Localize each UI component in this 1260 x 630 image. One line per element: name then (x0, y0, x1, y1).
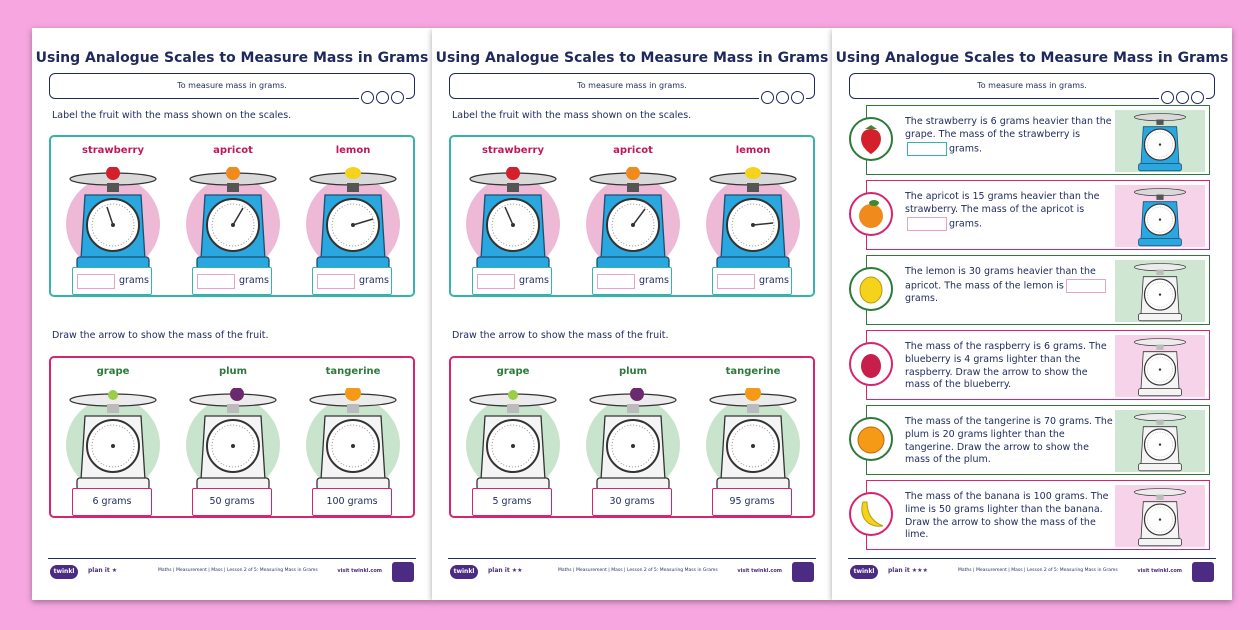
scale-icon (187, 388, 279, 492)
instruction-label: Label the fruit with the mass shown on the scales. (452, 110, 692, 121)
twinkl-logo: twinkl (850, 565, 878, 579)
fruit-label: lemon (735, 145, 771, 156)
plan-it-level: plan it ★★★ (888, 567, 928, 574)
problem-row: The strawberry is 6 grams heavier than the grape. The mass of the strawberry isgrams. (866, 105, 1210, 175)
label-panel (449, 135, 815, 297)
mass-input[interactable] (317, 274, 355, 289)
twinkl-logo: twinkl (50, 565, 78, 579)
strawberry-icon (849, 117, 893, 161)
fruit-label: grape (96, 366, 130, 377)
apricot-icon (849, 192, 893, 236)
footer (448, 558, 816, 584)
mass-input[interactable] (1066, 279, 1106, 293)
breadcrumb: Maths | Measurement | Mass | Lesson 2 of 5: Measuring Mass in Grams (558, 568, 718, 573)
objective-text: To measure mass in grams. (177, 81, 287, 90)
scale-icon (1115, 335, 1205, 397)
tangerine-icon (849, 417, 893, 461)
scale-item-apricot (173, 137, 293, 295)
visit-link[interactable]: visit twinkl.com (337, 568, 382, 574)
objective-text: To measure mass in grams. (577, 81, 687, 90)
mass-input[interactable] (717, 274, 755, 289)
scale-icon (1115, 485, 1205, 547)
breadcrumb: Maths | Measurement | Mass | Lesson 2 of 5: Measuring Mass in Grams (158, 568, 318, 573)
scale-item-plum (573, 358, 693, 516)
grape-icon (108, 390, 118, 400)
worksheet-3 (832, 28, 1232, 600)
scale-item-tangerine (693, 358, 813, 516)
problem-row: The mass of the banana is 100 grams. The lime is 50 grams lighter than the banana. Draw the arrow to show the mass of the lime. (866, 480, 1210, 550)
twinkl-logo: twinkl (450, 565, 478, 579)
scale-icon (1115, 260, 1205, 322)
worksheet-2 (432, 28, 832, 600)
scale-icon (307, 388, 399, 492)
objective-box (849, 73, 1215, 99)
mass-label: 30 grams (592, 488, 672, 516)
fruit-label: plum (218, 366, 248, 377)
scale-icon (587, 388, 679, 492)
scale-icon (1115, 410, 1205, 472)
progress-circles (1159, 91, 1206, 104)
instruction-draw: Draw the arrow to show the mass of the fruit. (52, 330, 269, 341)
page-title: Using Analogue Scales to Measure Mass in Grams (435, 50, 829, 66)
fruit-label: tangerine (325, 366, 381, 377)
scale-icon (707, 167, 799, 271)
scale-icon (467, 388, 559, 492)
banana-icon (849, 492, 893, 536)
mass-label: 6 grams (72, 488, 152, 516)
scale-item-apricot (573, 137, 693, 295)
lemon-icon (849, 267, 893, 311)
grape-icon (508, 390, 518, 400)
mass-input[interactable] (907, 142, 947, 156)
badge-icon (392, 562, 414, 582)
raspberry-icon (849, 342, 893, 386)
fruit-label: grape (496, 366, 530, 377)
scale-item-strawberry (53, 137, 173, 295)
problem-row: The apricot is 15 grams heavier than the strawberry. The mass of the apricot isgrams. (866, 180, 1210, 250)
lemon-icon (345, 167, 361, 179)
scale-icon (67, 167, 159, 271)
lemon-icon (745, 167, 761, 179)
scale-icon (307, 167, 399, 271)
draw-panel (449, 356, 815, 518)
scale-icon (1115, 185, 1205, 247)
instruction-label: Label the fruit with the mass shown on the scales. (52, 110, 292, 121)
mass-input[interactable] (197, 274, 235, 289)
progress-circles (359, 91, 406, 104)
breadcrumb: Maths | Measurement | Mass | Lesson 2 of 5: Measuring Mass in Grams (958, 568, 1118, 573)
scale-item-strawberry (453, 137, 573, 295)
mass-label: 95 grams (712, 488, 792, 516)
scale-item-grape (53, 358, 173, 516)
scale-icon (587, 167, 679, 271)
page-title: Using Analogue Scales to Measure Mass in Grams (35, 50, 429, 66)
answer-box: grams (312, 267, 392, 295)
progress-circles (759, 91, 806, 104)
fruit-label: lemon (335, 145, 371, 156)
instruction-draw: Draw the arrow to show the mass of the fruit. (452, 330, 669, 341)
scale-icon (67, 388, 159, 492)
mass-input[interactable] (907, 217, 947, 231)
fruit-label: apricot (213, 145, 253, 156)
draw-panel (49, 356, 415, 518)
plan-it-level: plan it ★ (88, 567, 118, 574)
fruit-label: strawberry (482, 145, 544, 156)
mass-label: 50 grams (192, 488, 272, 516)
problem-row: The lemon is 30 grams heavier than the apricot. The mass of the lemon isgrams. (866, 255, 1210, 325)
problem-row: The mass of the tangerine is 70 grams. The plum is 20 grams lighter than the tangerine. Draw the arrow to show the mass of the plum. (866, 405, 1210, 475)
mass-input[interactable] (597, 274, 635, 289)
objective-text: To measure mass in grams. (977, 81, 1087, 90)
fruit-label: apricot (613, 145, 653, 156)
fruit-label: strawberry (82, 145, 144, 156)
footer (848, 558, 1216, 584)
worksheet-1 (32, 28, 432, 600)
mass-label: 100 grams (312, 488, 392, 516)
problem-row: The mass of the raspberry is 6 grams. The blueberry is 4 grams lighter than the raspberry. Draw the arrow to show the mass of the blueberry. (866, 330, 1210, 400)
visit-link[interactable]: visit twinkl.com (737, 568, 782, 574)
objective-box (449, 73, 815, 99)
answer-box: grams (72, 267, 152, 295)
answer-box: grams (592, 267, 672, 295)
badge-icon (1192, 562, 1214, 582)
mass-input[interactable] (77, 274, 115, 289)
scale-icon (467, 167, 559, 271)
badge-icon (792, 562, 814, 582)
fruit-label: tangerine (725, 366, 781, 377)
scale-item-plum (173, 358, 293, 516)
scale-icon (1115, 110, 1205, 172)
footer (48, 558, 416, 584)
scale-item-lemon (293, 137, 413, 295)
scale-item-grape (453, 358, 573, 516)
scale-icon (187, 167, 279, 271)
answer-box: grams (192, 267, 272, 295)
objective-box (49, 73, 415, 99)
scale-item-tangerine (293, 358, 413, 516)
visit-link[interactable]: visit twinkl.com (1137, 568, 1182, 574)
fruit-label: plum (618, 366, 648, 377)
scale-item-lemon (693, 137, 813, 295)
scale-icon (707, 388, 799, 492)
mass-input[interactable] (477, 274, 515, 289)
mass-label: 5 grams (472, 488, 552, 516)
page-title: Using Analogue Scales to Measure Mass in Grams (835, 50, 1229, 66)
plan-it-level: plan it ★★ (488, 567, 523, 574)
answer-box: grams (712, 267, 792, 295)
label-panel (49, 135, 415, 297)
answer-box: grams (472, 267, 552, 295)
